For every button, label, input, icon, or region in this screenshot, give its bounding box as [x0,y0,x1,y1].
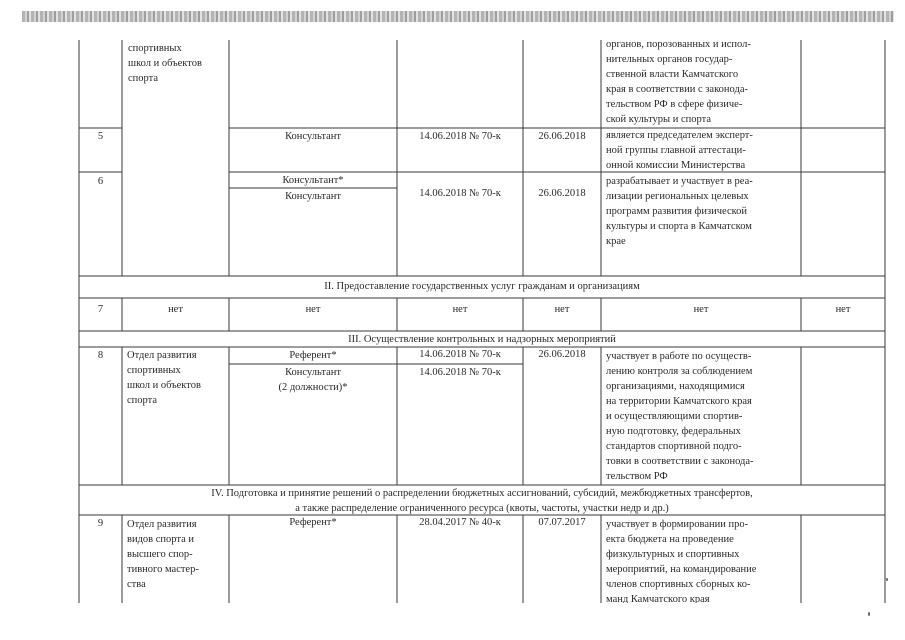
row-8-functions: участвует в работе по осуществ- лению контроля за соблюдением организациями, находящимися на территории Камчатского края и осуществляющими спортив- ную подготовку, федеральных стандартов спортивной подго- товки в соответствии с законода- тельством РФ [606,351,754,482]
row-9-date: 07.07.2017 [538,517,586,528]
cont-functions-cell: органов, порозованных и испол- нительных органов государ- ственной власти Камчатского края в соответствии с законода- тельством РФ в сфере физиче- ской культуры и спорта [606,39,751,125]
row-7-order: нет [452,304,468,315]
row-5-functions: является председателем эксперт- ной группы главной аттестаци- онной комиссии Министерства [606,130,753,171]
section-4-heading: IV. Подготовка и принятие решений о распределении бюджетных ассигнований, субсидий, межбюджетных трансфертов, а также распределение ограниченного ресурса (квоты, частоты, участки недр и др.) [211,488,753,514]
row-8-position-1: Референт* [289,350,337,361]
row-6-date: 26.06.2018 [538,188,586,199]
row-8-department: Отдел развития спортивных школ и объектов спорта [127,350,201,406]
cont-department-cell: спортивных школ и объектов спорта [128,43,202,84]
row-6-functions: разрабатывает и участвует в реа- лизации региональных целевых программ развития физической культуры и спорта в Камчатском крае [606,176,753,247]
row-5-order: 14.06.2018 № 70-к [419,131,501,142]
row-8-order-1: 14.06.2018 № 70-к [419,349,501,360]
row-9-number: 9 [97,518,104,529]
section-2-heading: II. Предоставление государственных услуг гражданам и организациям [324,281,640,292]
row-7-position: нет [305,304,321,315]
row-5-position: Консультант [285,131,341,142]
row-9-functions: участвует в формировании про- екта бюджета на проведение физкультурных и спортивных мероприятий, на командирование членов спортивных сборных ко- манд Камчатского края [606,519,757,603]
row-6-position-1: Консультант* [282,175,344,186]
row-6-order: 14.06.2018 № 70-к [419,188,501,199]
row-8-order-2: 14.06.2018 № 70-к [419,367,501,378]
row-8-position-2: Консультант (2 должности)* [278,367,348,393]
row-8-number: 8 [97,350,104,361]
row-5-number: 5 [97,131,104,142]
row-9-position: Референт* [289,517,337,528]
row-6-number: 6 [97,176,104,187]
row-8-date: 26.06.2018 [538,349,586,360]
row-7-number: 7 [97,304,104,315]
row-9-department: Отдел развития видов спорта и высшего спор- тивного мастер- ства [127,519,199,590]
row-7-department: нет [168,304,183,315]
row-9-order: 28.04.2017 № 40-к [419,517,501,528]
row-7-functions: нет [693,304,709,315]
row-6-position-2: Консультант [285,191,341,202]
row-7-extra: нет [835,304,851,315]
row-5-date: 26.06.2018 [538,131,586,142]
row-7-date: нет [554,304,570,315]
section-3-heading: III. Осуществление контрольных и надзорных мероприятий [348,334,616,345]
